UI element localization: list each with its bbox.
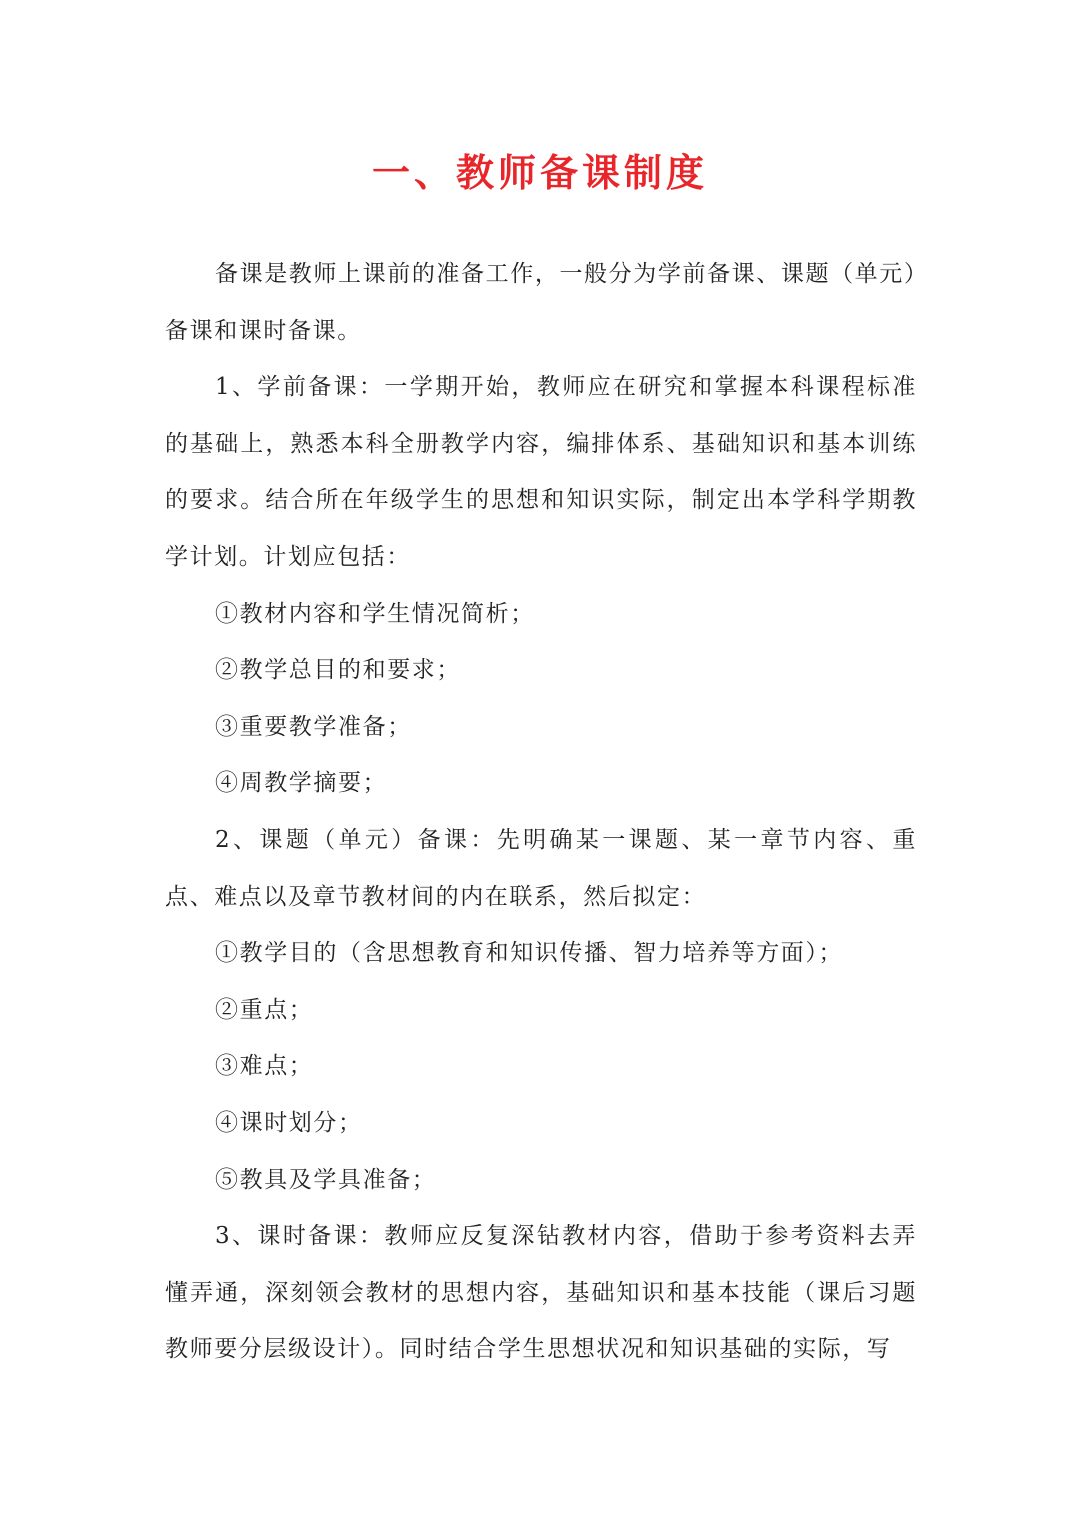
- section-2-paragraph: 2、课题（单元）备课：先明确某一课题、某一章节内容、重点、难点以及章节教材间的内在联系，然后拟定：: [165, 826, 917, 910]
- section-3-paragraph: 3、课时备课：教师应反复深钻教材内容，借助于参考资料去弄懂弄通，深刻领会教材的思想内容，基础知识和基本技能（课后习题教师要分层级设计）。同时结合学生思想状况和知识基础的实际，写: [165, 1223, 917, 1363]
- section-2-item-3: ③难点；: [215, 1053, 314, 1080]
- section-1-item-1: ①教材内容和学生情况简析；: [215, 600, 535, 627]
- section-1-item-3: ③重要教学准备；: [215, 713, 412, 740]
- section-1-paragraph: 1、学前备课：一学期开始，教师应在研究和掌握本科课程标准的基础上，熟悉本科全册教学内容，编排体系、基础知识和基本训练的要求。结合所在年级学生的思想和知识实际，制定出本学科学期教学计划。计划应包括：: [165, 374, 917, 570]
- section-2-item-5: ⑤教具及学具准备；: [215, 1166, 437, 1193]
- document-body: [165, 246, 917, 1378]
- section-2-item-4: ④课时划分；: [215, 1109, 363, 1136]
- intro-paragraph: 备课是教师上课前的准备工作，一般分为学前备课、课题（单元）备课和课时备课。: [165, 261, 917, 344]
- document-title: 一、教师备课制度: [371, 150, 708, 195]
- section-2-item-1: ①教学目的（含思想教育和知识传播、智力培养等方面）；: [215, 940, 844, 967]
- section-1-item-4: ④周教学摘要；: [215, 770, 388, 797]
- section-2-item-2: ②重点；: [215, 996, 314, 1023]
- section-1-item-2: ②教学总目的和要求；: [215, 657, 461, 684]
